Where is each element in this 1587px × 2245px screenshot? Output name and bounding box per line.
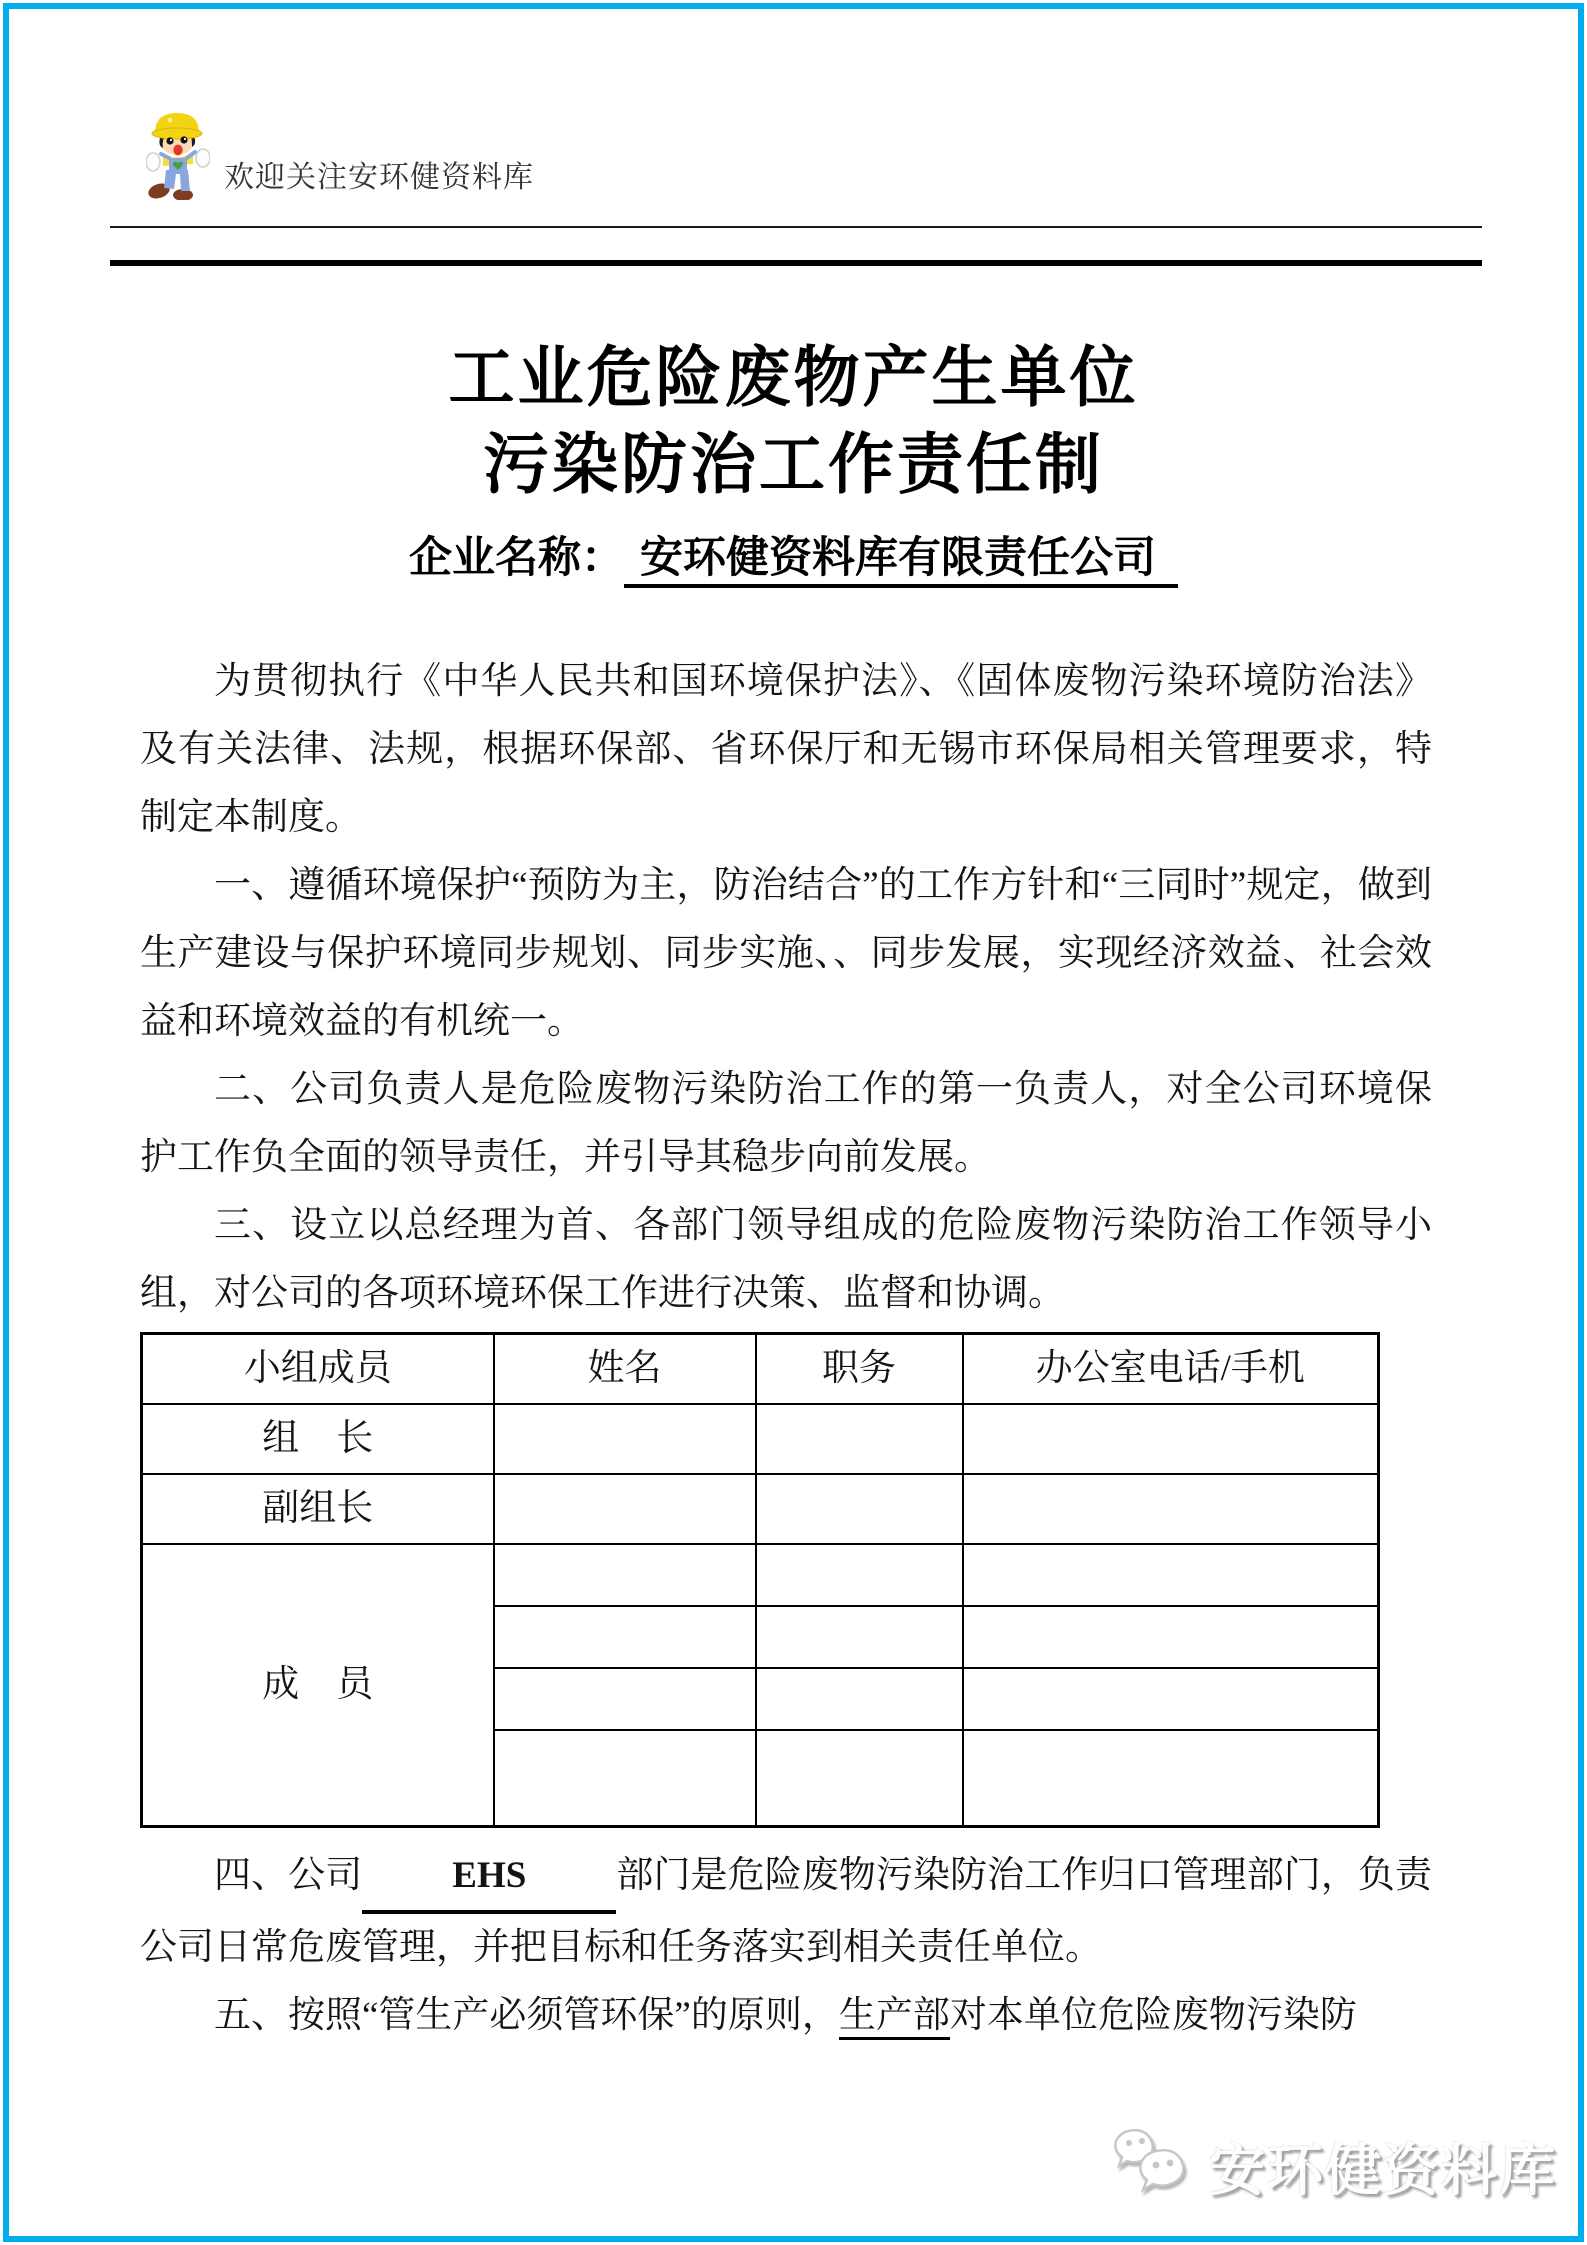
empty-cell [756, 1404, 963, 1474]
header-cell-name: 姓名 [494, 1334, 756, 1405]
role-cell-members: 成 员 [142, 1544, 494, 1826]
document-title-line1: 工业危险废物产生单位 [448, 340, 1139, 414]
empty-cell [963, 1668, 1379, 1730]
empty-cell [494, 1730, 756, 1826]
divider-thin [110, 226, 1482, 228]
table-row-member [142, 1544, 1379, 1606]
leadership-group-table [140, 1332, 1380, 1828]
empty-cell [756, 1544, 963, 1606]
welcome-text: 欢迎关注安环健资料库 [224, 161, 534, 194]
item5-text-post: 对本单位危险废物污染防 [949, 1994, 1357, 2036]
header-cell-title: 职务 [756, 1334, 963, 1405]
item5-underlined-department: 生产部 [839, 1995, 950, 2040]
footer-logo [1111, 2126, 1557, 2208]
page-header [146, 108, 534, 200]
empty-cell [963, 1404, 1379, 1474]
empty-cell [494, 1668, 756, 1730]
item4-text-post: 部门是危险废物污染防治工作归口管理部门，负责公司日常危废管理，并把目标和任务落实到相关责任单位。 [140, 1854, 1433, 1968]
item4-text-pre: 四、公司 [214, 1854, 363, 1896]
footer-logo-text: 安环健资料库 [1209, 2139, 1557, 2202]
company-name: 安环健资料库有限责任公司 [624, 534, 1178, 588]
safety-worker-mascot-icon [146, 108, 210, 200]
empty-cell [963, 1474, 1379, 1544]
header-cell-members: 小组成员 [142, 1334, 494, 1405]
title-block [0, 334, 1587, 585]
divider-thick [110, 260, 1482, 266]
header-cell-phone: 办公室电话/手机 [963, 1334, 1379, 1405]
empty-cell [963, 1606, 1379, 1668]
company-label: 企业名称： [409, 534, 624, 582]
empty-cell [963, 1544, 1379, 1606]
document-body [140, 648, 1432, 2050]
item4-filled-blank: EHS [362, 1842, 616, 1914]
empty-cell [494, 1404, 756, 1474]
table-row-deputy [142, 1474, 1379, 1544]
empty-cell [756, 1606, 963, 1668]
empty-cell [494, 1474, 756, 1544]
paragraph-item4 [140, 1842, 1432, 1982]
paragraph-intro: 为贯彻执行《中华人民共和国环境保护法》、《固体废物污染环境防治法》及有关法律、法规，根据环保部、省环保厅和无锡市环保局相关管理要求，特制定本制度。 [140, 661, 1432, 838]
table-row-leader [142, 1404, 1379, 1474]
table-header-row [142, 1334, 1379, 1405]
paragraph-item5 [140, 1982, 1432, 2050]
empty-cell [756, 1474, 963, 1544]
company-line [0, 524, 1587, 585]
paragraph-item2: 二、公司负责人是危险废物污染防治工作的第一负责人，对全公司环境保护工作负全面的领导责任，并引导其稳步向前发展。 [140, 1069, 1432, 1178]
empty-cell [756, 1730, 963, 1826]
paragraph-item1: 一、遵循环境保护“预防为主，防治结合”的工作方针和“三同时”规定，做到生产建设与保护环境同步规划、同步实施、、同步发展，实现经济效益、社会效益和环境效益的有机统一。 [140, 865, 1432, 1042]
empty-cell [963, 1730, 1379, 1826]
wechat-icon [1111, 2126, 1203, 2208]
role-cell-deputy: 副组长 [142, 1474, 494, 1544]
item5-text-pre: 五、按照“管生产必须管环保”的原则， [214, 1994, 839, 2036]
empty-cell [756, 1668, 963, 1730]
document-title-line2: 污染防治工作责任制 [483, 427, 1104, 501]
empty-cell [494, 1544, 756, 1606]
role-cell-leader: 组 长 [142, 1404, 494, 1474]
empty-cell [494, 1606, 756, 1668]
paragraph-item3: 三、设立以总经理为首、各部门领导组成的危险废物污染防治工作领导小组，对公司的各项环境环保工作进行决策、监督和协调。 [140, 1205, 1432, 1314]
